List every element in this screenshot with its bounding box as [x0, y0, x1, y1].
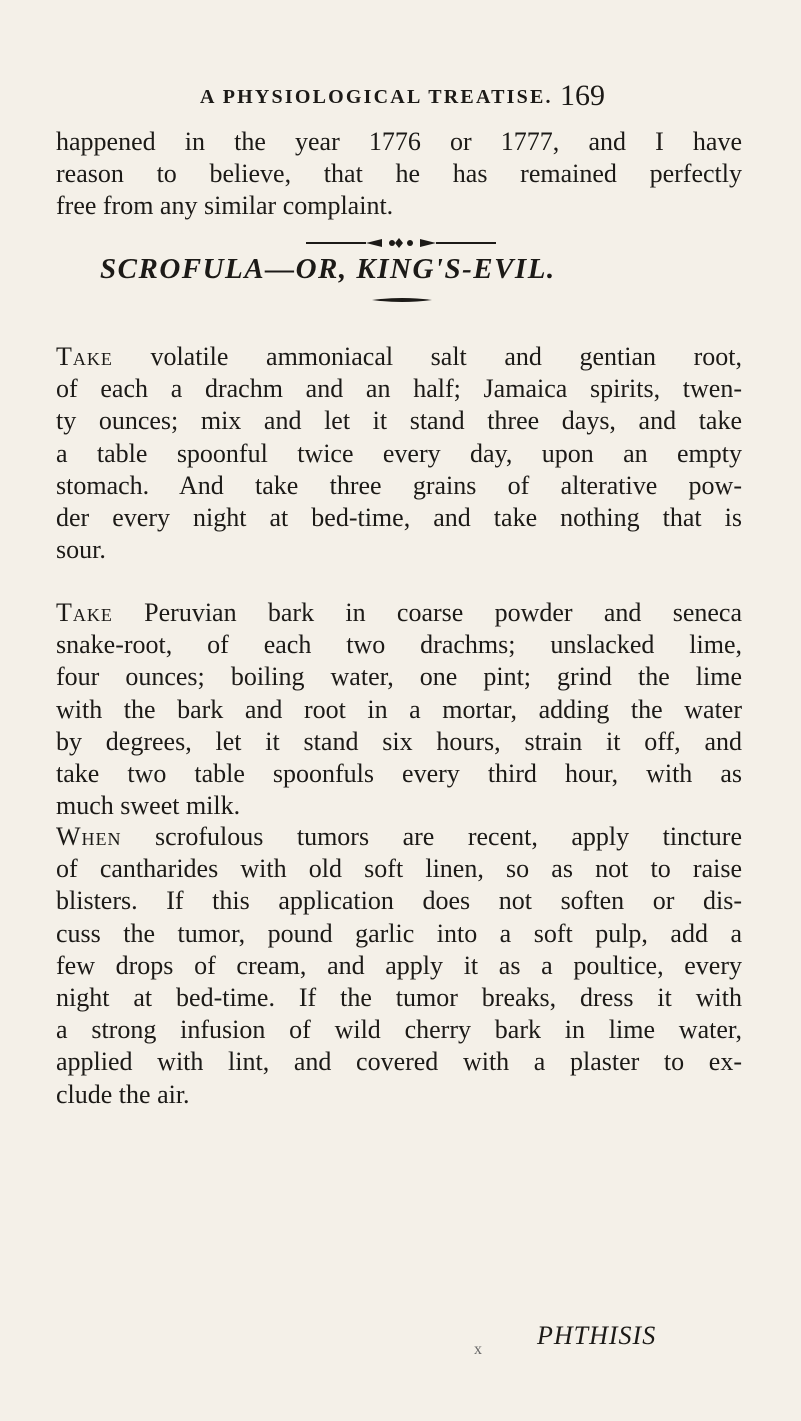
text-line: happened in the year 1776 or 1777, and I have	[56, 127, 742, 156]
text-line: stomach. And take three grains of alterative pow-	[56, 470, 742, 500]
text-line: ty ounces; mix and let it stand three days, and take	[56, 406, 742, 436]
text-line: of cantharides with old soft linen, so as not to raise	[56, 854, 742, 884]
paragraph-lead-word: Take	[56, 342, 113, 371]
paragraph-lead-word: Take	[56, 598, 113, 627]
text-line: a strong infusion of wild cherry bark in lime water,	[56, 1015, 742, 1045]
paragraph	[56, 341, 742, 566]
text-line: applied with lint, and covered with a plaster to ex-	[56, 1047, 742, 1077]
paragraph-lead-word: When	[56, 822, 122, 851]
text-line: scrofulous tumors are recent, apply tincture	[121, 822, 742, 851]
page-number: 169	[560, 79, 605, 112]
text-line: reason to believe, that he has remained perfectly	[56, 159, 742, 189]
text-line: of each a drachm and an half; Jamaica spirits, twen-	[56, 374, 742, 404]
signature-mark: x	[474, 1341, 482, 1358]
text-line: clude the air.	[56, 1079, 190, 1109]
text-line: cuss the tumor, pound garlic into a soft pulp, add a	[56, 918, 742, 948]
text-line: der every night at bed-time, and take nothing that is	[56, 503, 742, 533]
section-heading: SCROFULA—OR, KING'S-EVIL.	[100, 253, 556, 285]
section-ornament	[306, 236, 496, 250]
paragraph	[56, 821, 742, 1111]
text-line: few drops of cream, and apply it as a poultice, every	[56, 950, 742, 980]
text-line: Peruvian bark in coarse powder and seneca	[112, 598, 742, 627]
text-line: four ounces; boiling water, one pint; grind the lime	[56, 662, 742, 692]
text-line: sour.	[56, 535, 106, 565]
text-line: volatile ammoniacal salt and gentian root,	[112, 342, 742, 371]
running-head	[0, 76, 801, 116]
text-line: night at bed-time. If the tumor breaks, dress it with	[56, 983, 742, 1013]
catchword: PHTHISIS	[537, 1321, 657, 1350]
text-line: snake-root, of each two drachms; unslacked lime,	[56, 630, 742, 660]
text-line: free from any similar complaint.	[56, 191, 394, 221]
continued-paragraph	[56, 126, 742, 223]
heading-rule	[372, 297, 432, 303]
text-line: blisters. If this application does not soften or dis-	[56, 886, 742, 916]
paragraph	[56, 597, 742, 822]
text-line: take two table spoonfuls every third hour, with as	[56, 759, 742, 789]
text-line: by degrees, let it stand six hours, strain it off, and	[56, 726, 742, 756]
text-line: a table spoonful twice every day, upon an empty	[56, 438, 742, 468]
running-title: A PHYSIOLOGICAL TREATISE.	[200, 86, 553, 108]
text-line: much sweet milk.	[56, 791, 241, 821]
text-line: with the bark and root in a mortar, adding the water	[56, 694, 742, 724]
